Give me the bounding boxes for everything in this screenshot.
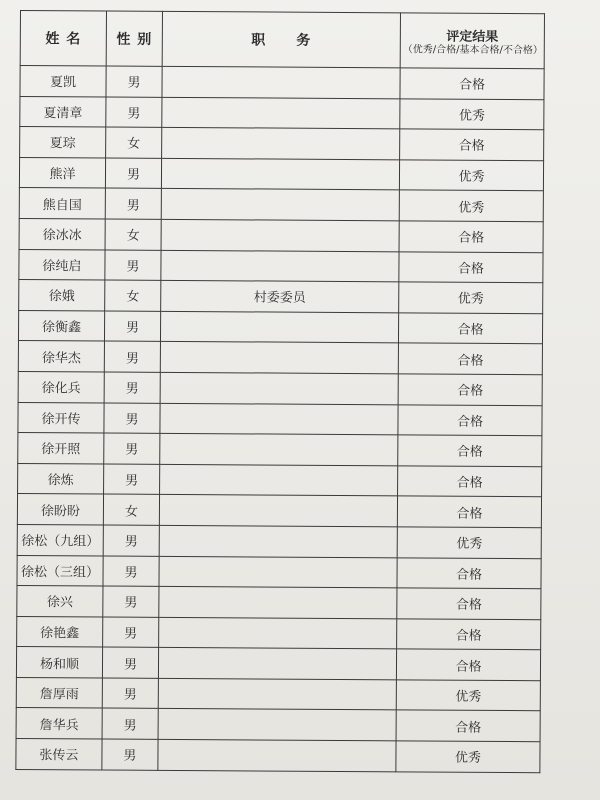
cell-gender: 男 bbox=[102, 708, 158, 739]
cell-result: 合格 bbox=[397, 588, 541, 619]
cell-duty bbox=[161, 250, 399, 282]
table-row bbox=[18, 402, 542, 436]
cell-duty bbox=[162, 128, 400, 160]
cell-result: 合格 bbox=[398, 313, 542, 344]
header-duty: 职 务 bbox=[162, 11, 400, 67]
cell-result: 优秀 bbox=[399, 282, 543, 313]
table-header-row bbox=[20, 11, 544, 69]
cell-gender: 男 bbox=[104, 372, 160, 403]
table-row bbox=[19, 218, 543, 252]
cell-name: 张传云 bbox=[16, 739, 102, 770]
cell-gender: 女 bbox=[103, 494, 159, 525]
table-row bbox=[19, 188, 543, 222]
cell-duty bbox=[162, 97, 400, 129]
cell-duty bbox=[161, 189, 399, 221]
cell-gender: 男 bbox=[102, 678, 158, 709]
cell-result: 优秀 bbox=[399, 190, 543, 221]
cell-duty bbox=[161, 158, 399, 190]
cell-gender: 女 bbox=[105, 219, 161, 250]
cell-duty bbox=[159, 586, 397, 618]
cell-name: 熊自国 bbox=[19, 188, 105, 219]
cell-result: 优秀 bbox=[396, 741, 540, 772]
table-row bbox=[19, 249, 543, 283]
table-row bbox=[17, 586, 541, 620]
cell-gender: 男 bbox=[103, 617, 159, 648]
cell-result: 合格 bbox=[397, 496, 541, 527]
cell-duty bbox=[160, 311, 398, 343]
cell-result: 合格 bbox=[399, 251, 543, 282]
evaluation-table bbox=[15, 10, 545, 773]
cell-gender: 女 bbox=[106, 127, 162, 158]
cell-name: 詹华兵 bbox=[16, 708, 102, 739]
cell-name: 徐纯启 bbox=[19, 249, 105, 280]
cell-gender: 女 bbox=[105, 280, 161, 311]
table-row bbox=[19, 157, 543, 191]
cell-gender: 男 bbox=[103, 586, 159, 617]
cell-result: 合格 bbox=[398, 404, 542, 435]
cell-gender: 男 bbox=[104, 433, 160, 464]
cell-gender: 男 bbox=[103, 556, 159, 587]
cell-name: 夏琮 bbox=[20, 127, 106, 158]
cell-duty: 村委委员 bbox=[161, 281, 399, 313]
table-row bbox=[18, 371, 542, 405]
header-gender: 性 别 bbox=[106, 11, 162, 66]
table-row bbox=[16, 647, 540, 681]
cell-duty bbox=[158, 648, 396, 680]
table-row bbox=[18, 463, 542, 497]
cell-name: 夏清章 bbox=[20, 96, 106, 127]
header-result-options: （优秀/合格/基本合格/不合格） bbox=[402, 43, 543, 56]
cell-gender: 男 bbox=[104, 403, 160, 434]
cell-result: 合格 bbox=[396, 710, 540, 741]
cell-name: 杨和顺 bbox=[16, 647, 102, 678]
cell-name: 徐娥 bbox=[19, 280, 105, 311]
cell-gender: 男 bbox=[104, 311, 160, 342]
cell-name: 徐开传 bbox=[18, 402, 104, 433]
table-row bbox=[18, 310, 542, 344]
cell-result: 优秀 bbox=[399, 160, 543, 191]
table-row bbox=[18, 433, 542, 467]
cell-duty bbox=[161, 219, 399, 251]
cell-name: 徐松（九组） bbox=[17, 524, 103, 555]
cell-gender: 男 bbox=[106, 97, 162, 128]
cell-result: 合格 bbox=[396, 649, 540, 680]
cell-result: 合格 bbox=[398, 374, 542, 405]
cell-result: 合格 bbox=[398, 435, 542, 466]
cell-gender: 男 bbox=[105, 188, 161, 219]
cell-gender: 男 bbox=[104, 341, 160, 372]
cell-result: 合格 bbox=[397, 619, 541, 650]
table-row bbox=[20, 127, 544, 161]
cell-gender: 男 bbox=[106, 66, 162, 97]
cell-name: 徐盼盼 bbox=[17, 494, 103, 525]
table-row bbox=[17, 494, 541, 528]
cell-name: 徐炼 bbox=[18, 463, 104, 494]
cell-result: 合格 bbox=[400, 129, 544, 160]
cell-duty bbox=[162, 66, 400, 98]
header-result bbox=[400, 13, 544, 69]
cell-name: 熊洋 bbox=[19, 157, 105, 188]
cell-duty bbox=[160, 342, 398, 374]
cell-name: 徐开照 bbox=[18, 433, 104, 464]
cell-result: 合格 bbox=[397, 557, 541, 588]
table-row bbox=[16, 708, 540, 742]
cell-gender: 男 bbox=[104, 464, 160, 495]
table-row bbox=[20, 66, 544, 100]
table-row bbox=[20, 96, 544, 130]
cell-result: 合格 bbox=[398, 343, 542, 374]
header-name: 姓 名 bbox=[20, 11, 106, 67]
cell-result: 合格 bbox=[399, 221, 543, 252]
cell-duty bbox=[158, 739, 396, 771]
header-result-title: 评定结果 bbox=[446, 29, 499, 45]
cell-name: 徐艳鑫 bbox=[17, 616, 103, 647]
table-row bbox=[17, 555, 541, 589]
cell-duty bbox=[158, 709, 396, 741]
cell-duty bbox=[159, 556, 397, 588]
cell-duty bbox=[159, 617, 397, 649]
cell-duty bbox=[159, 495, 397, 527]
cell-result: 合格 bbox=[400, 68, 544, 99]
cell-duty bbox=[160, 403, 398, 435]
cell-duty bbox=[160, 433, 398, 465]
table-row bbox=[19, 280, 543, 314]
cell-duty bbox=[160, 372, 398, 404]
cell-result: 合格 bbox=[398, 466, 542, 497]
cell-gender: 男 bbox=[102, 739, 158, 770]
table-row bbox=[16, 677, 540, 711]
cell-gender: 男 bbox=[105, 158, 161, 189]
cell-gender: 男 bbox=[103, 525, 159, 556]
cell-duty bbox=[159, 525, 397, 557]
cell-name: 徐冰冰 bbox=[19, 218, 105, 249]
cell-name: 詹厚雨 bbox=[16, 677, 102, 708]
cell-result: 优秀 bbox=[400, 98, 544, 129]
cell-name: 夏凯 bbox=[20, 66, 106, 97]
table-row bbox=[17, 524, 541, 558]
cell-name: 徐衡鑫 bbox=[18, 310, 104, 341]
table-row bbox=[18, 341, 542, 375]
cell-gender: 男 bbox=[102, 647, 158, 678]
cell-result: 优秀 bbox=[396, 680, 540, 711]
cell-duty bbox=[158, 678, 396, 710]
cell-name: 徐华杰 bbox=[18, 341, 104, 372]
table-row bbox=[16, 739, 540, 773]
cell-duty bbox=[160, 464, 398, 496]
cell-name: 徐兴 bbox=[17, 586, 103, 617]
cell-name: 徐化兵 bbox=[18, 371, 104, 402]
cell-name: 徐松（三组） bbox=[17, 555, 103, 586]
cell-gender: 男 bbox=[105, 250, 161, 281]
cell-result: 优秀 bbox=[397, 527, 541, 558]
table-body bbox=[16, 66, 544, 773]
table-row bbox=[17, 616, 541, 650]
